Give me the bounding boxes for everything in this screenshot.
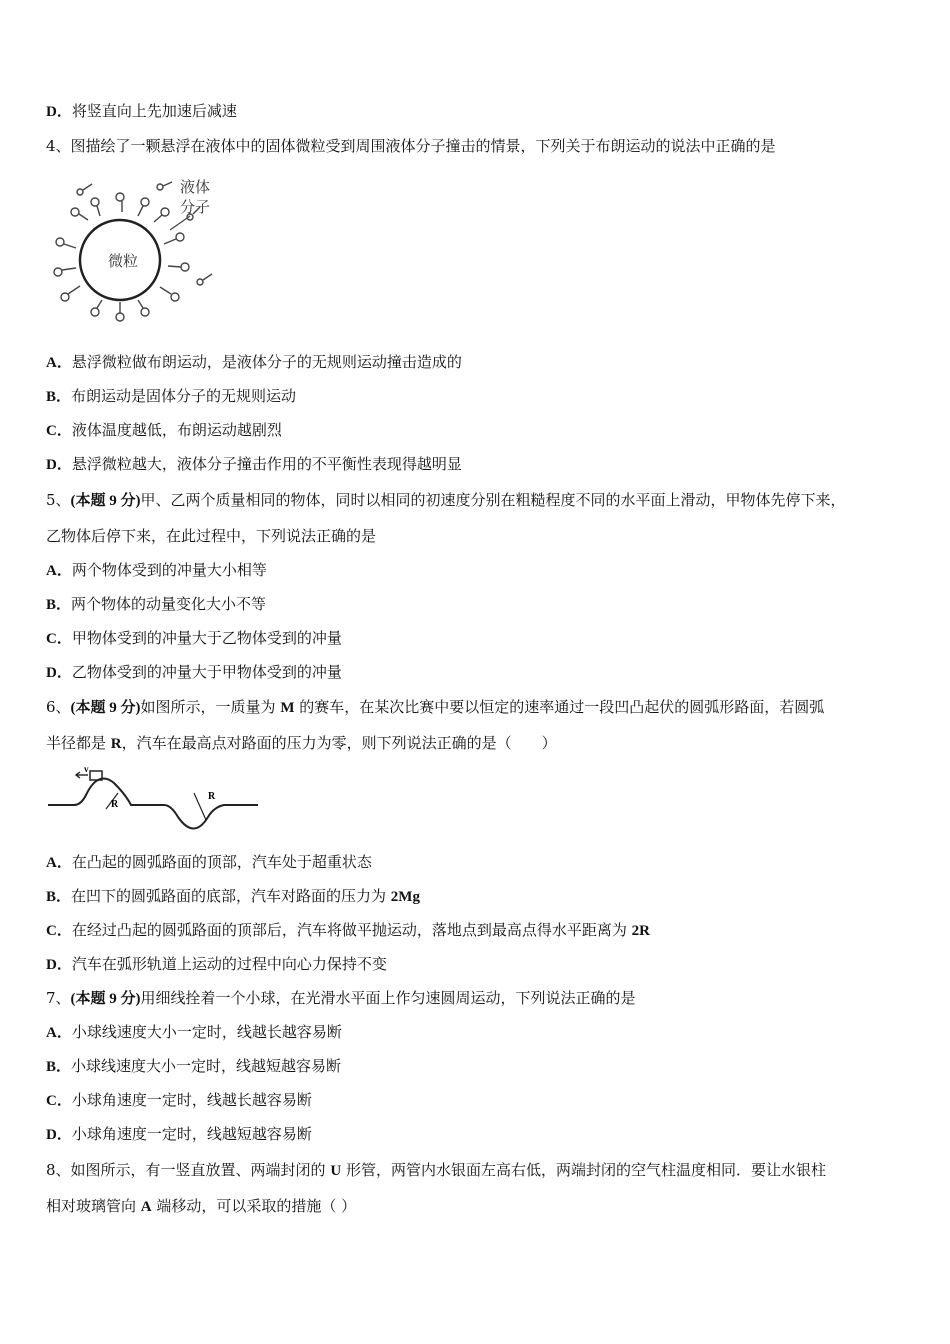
- radius-label-1: R: [111, 799, 119, 810]
- option-bold-value: 2Mg: [390, 889, 420, 905]
- option-text: 小球线速度大小一定时，线越短越容易断: [71, 1057, 342, 1075]
- q6-option-b: [46, 886, 420, 907]
- option-letter: A．: [46, 563, 72, 579]
- question-text: 相对玻璃管向: [46, 1197, 141, 1215]
- option-text: 在经过凸起的圆弧路面的顶部后，汽车将做平抛运动，落地点到最高点得水平距离为: [71, 921, 632, 939]
- option-letter: B．: [46, 389, 72, 405]
- radius-symbol: R: [110, 736, 122, 752]
- option-letter: D．: [46, 957, 72, 973]
- option-letter: A．: [46, 355, 72, 371]
- option-text: 汽车在弧形轨道上运动的过程中向心力保持不变: [71, 955, 387, 973]
- option-text: 小球角速度一定时，线越长越容易断: [71, 1091, 312, 1109]
- question-number: 6、: [46, 698, 71, 716]
- u-symbol: U: [330, 1163, 342, 1179]
- label-pointer: [170, 216, 190, 230]
- option-text: 布朗运动是固体分子的无规则运动: [71, 387, 297, 405]
- q5-option-d: [46, 662, 342, 683]
- question-text: 半径都是: [46, 734, 111, 752]
- question-number: 7、: [46, 989, 71, 1007]
- option-text: 小球角速度一定时，线越短越容易断: [71, 1125, 312, 1143]
- q5-stem-line2: [46, 526, 376, 546]
- option-text: 悬浮微粒做布朗运动，是液体分子的无规则运动撞击造成的: [71, 353, 462, 371]
- option-letter: A．: [46, 855, 72, 871]
- option-text: 甲物体受到的冲量大于乙物体受到的冲量: [71, 629, 342, 647]
- option-letter: B．: [46, 889, 72, 905]
- option-text: 两个物体受到的冲量大小相等: [71, 561, 267, 579]
- option-text: 在凹下的圆弧路面的底部，汽车对路面的压力为: [71, 887, 391, 905]
- molecule-label-line1: 液体: [180, 178, 211, 196]
- option-bold-value: 2R: [631, 923, 650, 939]
- q6-option-c: [46, 920, 650, 941]
- option-text: 两个物体的动量变化大小不等: [71, 595, 267, 613]
- molecule-label-line2: 分子: [180, 198, 211, 216]
- q7-stem: [46, 988, 636, 1009]
- q8-stem-line1: [46, 1160, 826, 1181]
- radius-line-2: [194, 793, 206, 820]
- option-letter: D．: [46, 104, 72, 120]
- question-text: 如图所示，有一竖直放置、两端封闭的: [70, 1161, 331, 1179]
- q7-option-c: [46, 1090, 312, 1111]
- q7-option-a: [46, 1022, 342, 1043]
- question-number: 5、: [46, 491, 71, 509]
- option-letter: D．: [46, 457, 72, 473]
- question-text: 端移动，可以采取的措施（ ）: [151, 1197, 357, 1215]
- option-letter: B．: [46, 1059, 72, 1075]
- option-letter: D．: [46, 1127, 72, 1143]
- q7-option-b: [46, 1056, 341, 1077]
- option-letter: A．: [46, 1025, 72, 1041]
- q6-stem-line2: [46, 733, 557, 754]
- question-tag: (本题 9 分): [70, 493, 141, 509]
- question-number: 4、: [46, 137, 71, 155]
- end-symbol: A: [140, 1199, 152, 1215]
- q7-option-d: [46, 1124, 312, 1145]
- q4-option-a: [46, 352, 462, 373]
- option-text: 乙物体受到的冲量大于甲物体受到的冲量: [71, 663, 342, 681]
- q5-option-c: [46, 628, 342, 649]
- option-letter: C．: [46, 1093, 72, 1109]
- option-letter: C．: [46, 923, 72, 939]
- q4-stem: [46, 136, 776, 156]
- option-text: 在凸起的圆弧路面的顶部，汽车处于超重状态: [71, 853, 372, 871]
- question-text: 乙物体后停下来，在此过程中，下列说法正确的是: [46, 527, 377, 545]
- q3-option-d: [46, 101, 237, 122]
- q4-option-c: [46, 420, 282, 441]
- question-tag: (本题 9 分): [70, 700, 141, 716]
- option-text: 悬浮微粒越大，液体分子撞击作用的不平衡性表现得越明显: [71, 455, 462, 473]
- mass-symbol: M: [280, 700, 295, 716]
- q5-stem-line1: [46, 490, 846, 511]
- option-letter: B．: [46, 597, 72, 613]
- q6-option-d: [46, 954, 387, 975]
- velocity-label: v: [84, 765, 89, 774]
- option-letter: D．: [46, 665, 72, 681]
- q6-option-a: [46, 852, 372, 873]
- question-text: 如图所示，一质量为: [140, 698, 281, 716]
- q5-option-a: [46, 560, 267, 581]
- q6-stem-line1: [46, 697, 824, 718]
- option-letter: C．: [46, 631, 72, 647]
- question-text: 形管，两管内水银面左高右低，两端封闭的空气柱温度相同．要让水银柱: [341, 1161, 826, 1179]
- option-text: 小球线速度大小一定时，线越长越容易断: [71, 1023, 342, 1041]
- particle-label: 微粒: [108, 252, 139, 270]
- question-text: 的赛车，在某次比赛中要以恒定的速率通过一段凹凸起伏的圆弧形路面，若圆弧: [294, 698, 825, 716]
- radius-label-2: R: [208, 791, 216, 802]
- question-text: 用细线拴着一个小球，在光滑水平面上作匀速圆周运动，下列说法正确的是: [140, 989, 636, 1007]
- q8-stem-line2: [46, 1196, 356, 1217]
- arc-road-figure: [46, 765, 261, 835]
- question-text: 甲、乙两个质量相同的物体，同时以相同的初速度分别在粗糙程度不同的水平面上滑动，甲物体先停下来，: [140, 491, 846, 509]
- question-number: 8、: [46, 1161, 71, 1179]
- q5-option-b: [46, 594, 266, 615]
- question-tag: (本题 9 分): [70, 991, 141, 1007]
- q4-option-b: [46, 386, 296, 407]
- option-letter: C．: [46, 423, 72, 439]
- q4-option-d: [46, 454, 462, 475]
- question-text: 图描绘了一颗悬浮在液体中的固体微粒受到周围液体分子撞击的情景，下列关于布朗运动的说法中正确的是: [70, 137, 776, 155]
- option-text: 将竖直向上先加速后减速: [71, 102, 237, 120]
- option-text: 液体温度越低，布朗运动越剧烈: [71, 421, 282, 439]
- brownian-motion-figure: [50, 172, 230, 322]
- question-text: ，汽车在最高点对路面的压力为零，则下列说法正确的是（ ）: [121, 734, 557, 752]
